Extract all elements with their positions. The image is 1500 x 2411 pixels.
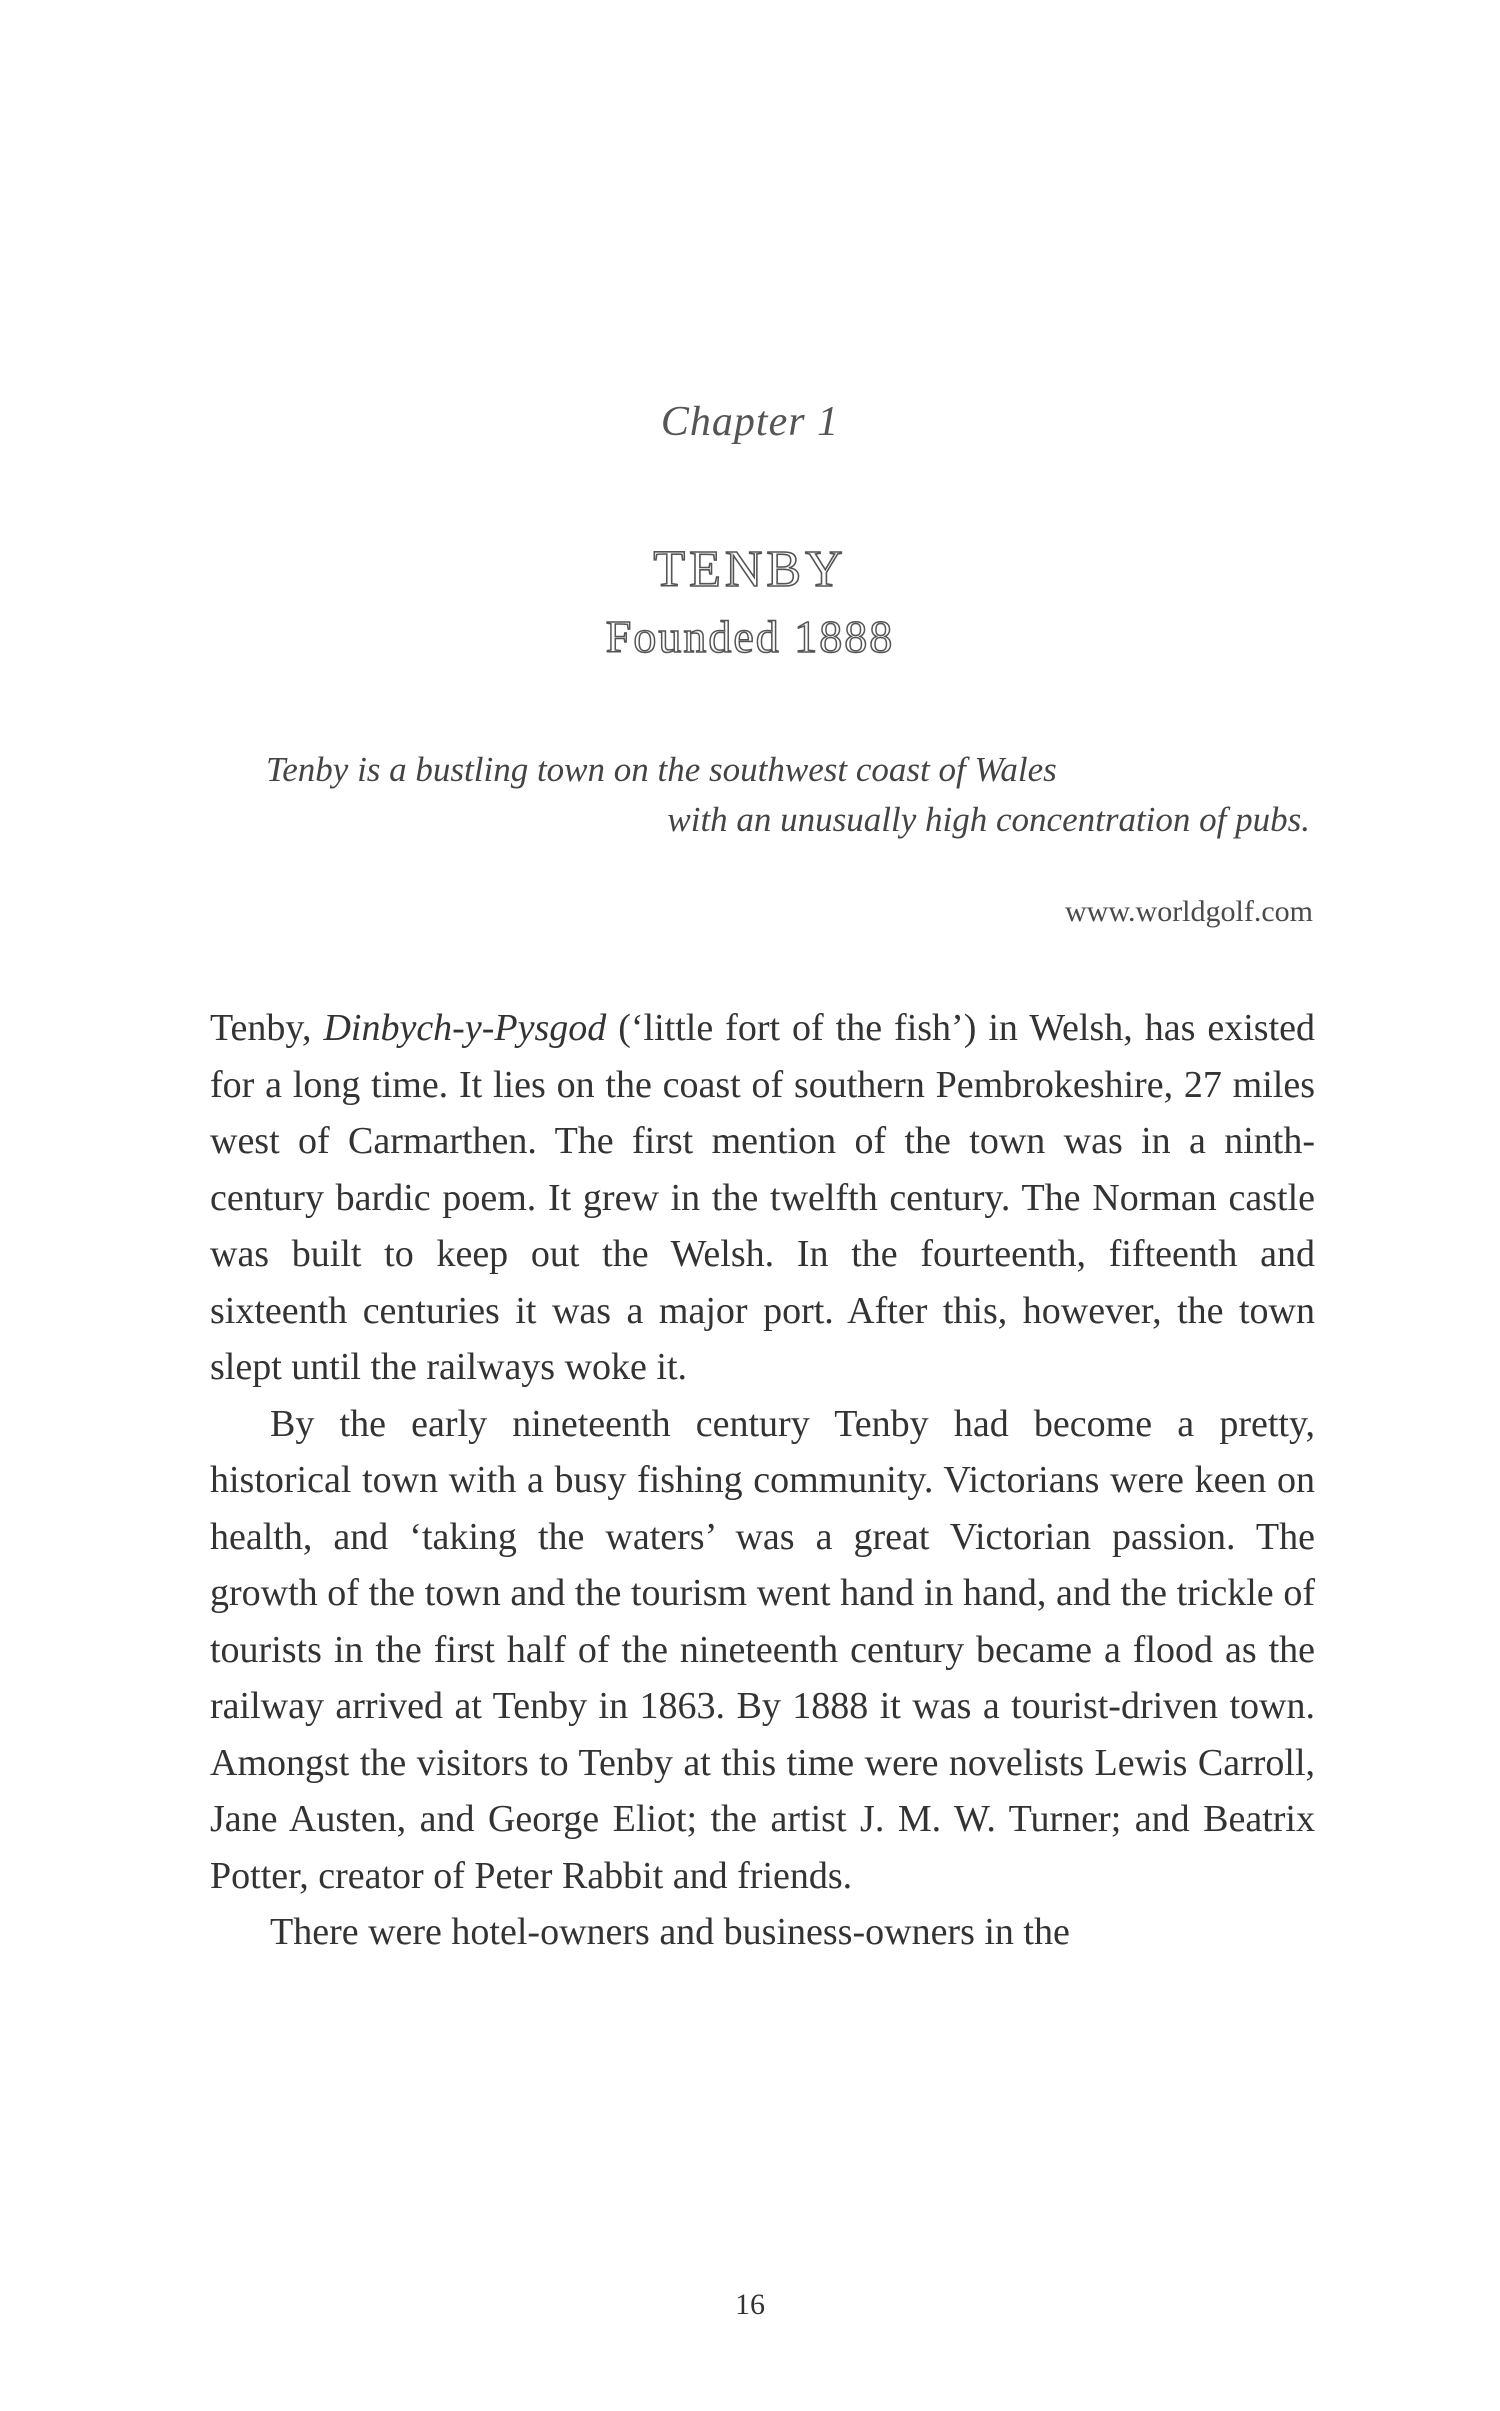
epigraph-line-2: with an unusually high concentration of pubs. xyxy=(667,800,1310,839)
paragraph-3: There were hotel-owners and business-owners in the xyxy=(270,1911,1070,1953)
paragraph-1-rest: (‘little fort of the fish’) in Welsh, has existed for a long time. It lies on the coast of southern Pembrokeshire, 27 miles west of Carmarthen. The first mention of the town was in a ninth-century bardic poem. It grew in the twelfth century. The Norman castle was built to keep out the Welsh. In the fourteenth, fifteenth and sixteenth centuries it was a major port. After this, however, the town slept until the railways woke it. xyxy=(210,1007,1315,1388)
epigraph-line-1: Tenby is a bustling town on the southwest coast of Wales xyxy=(266,750,1057,789)
body-text xyxy=(210,1000,1315,1961)
chapter-subtitle: Founded 1888 xyxy=(605,611,895,662)
chapter-label: Chapter 1 xyxy=(660,399,840,445)
chapter-title: TENBY xyxy=(653,541,847,598)
epigraph xyxy=(250,745,1310,845)
paragraph-1-start: Tenby, xyxy=(210,1007,324,1049)
paragraph-2: By the early nineteenth century Tenby had become a pretty, historical town with a busy fishing community. Victorians were keen on health, and ‘taking the waters’ was a great Victorian passion. The growth of the town and the tourism went hand in hand, and the trickle of tourists in the first half of the nineteenth century became a flood as the railway arrived at Tenby in 1863. By 1888 it was a tourist-driven town. Amongst the visitors to Tenby at this time were novelists Lewis Carroll, Jane Austen, and George Eliot; the artist J. M. W. Turner; and Beatrix Potter, creator of Peter Rabbit and friends. xyxy=(210,1402,1315,1897)
epigraph-source: www.worldgolf.com xyxy=(1064,895,1313,928)
welsh-name: Dinbych-y-Pysgod xyxy=(323,1007,607,1049)
paragraph-1 xyxy=(210,1000,1315,1396)
page-number: 16 xyxy=(735,2288,765,2321)
